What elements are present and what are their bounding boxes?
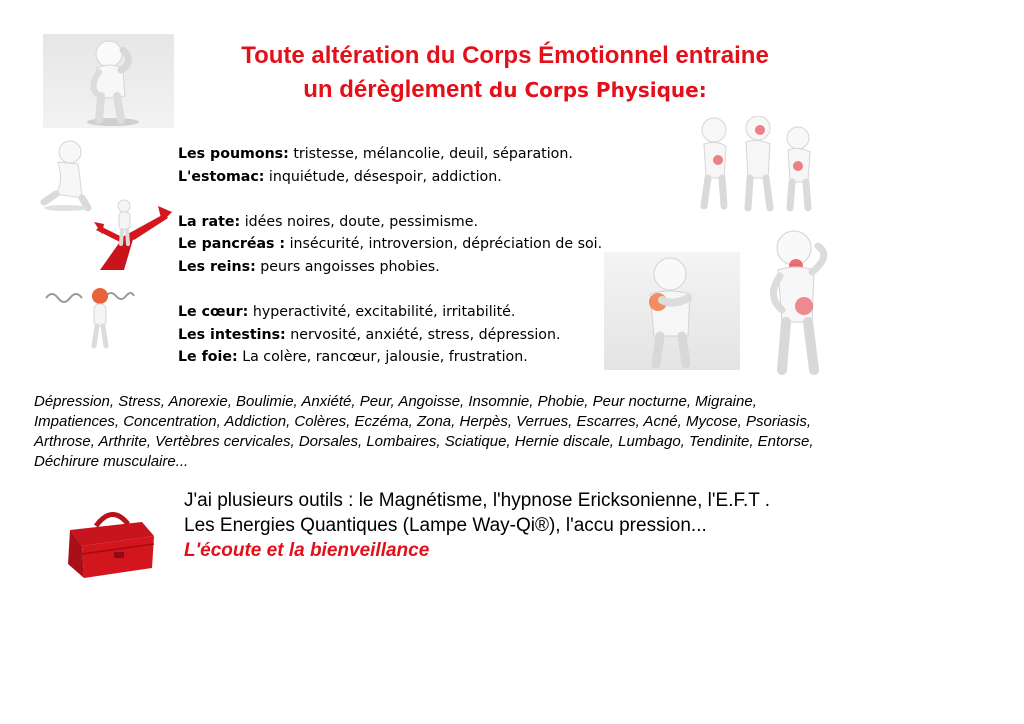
title-part-1: un dérèglement [303,76,482,103]
organ-emotions: La colère, rancœur, jalousie, frustration. [237,349,528,366]
organ-emotions: inquiétude, désespoir, addiction. [264,168,502,185]
ailments-paragraph: Dépression, Stress, Anorexie, Boulimie, Anxiété, Peur, Angoisse, Insomnie, Phobie, Peur nocturne, Migraine, Impatiences, Concentration, Addiction, Colères, Eczéma, Zona, Herpès, Verrues, Escarres, Acné, Mycose, Psoriasis, Arthrose, Arthrite, Vertèbres cervicales, Dorsales, Lombaires, Sciatique, Hernie discale, Lumbago, Tendinite, Entorse, Déchirure musculaire... [34,393,814,470]
organ-emotions: tristesse, mélancolie, deuil, séparation. [288,146,573,162]
figure-confused-image [44,282,136,354]
red-toolbox-image [62,496,158,580]
figure-neck-back-pain-image [752,226,842,376]
organ-emotions: insécurité, introversion, dépréciation de soi. [285,236,603,253]
figure-at-crossroads-image [94,196,174,272]
organ-emotions: nervosité, anxiété, stress, dépression. [285,326,561,343]
organ-item-rate [178,211,618,234]
three-figures-in-pain-image [694,116,818,212]
figure-head-in-hand-image [43,34,174,128]
organ-emotions: idées noires, doute, pessimisme. [240,213,478,230]
organ-item-foie [178,346,618,369]
organ-item-coeur [178,301,618,324]
organ-item-intestins [178,324,618,347]
organ-name: Le pancréas : [178,236,286,253]
title-part-2: du Corps Physique: [481,78,707,102]
tools-paragraph [184,488,804,563]
organ-name: Les reins: [178,258,256,275]
page-title-line-1: Toute altération du Corps Émotionnel entraine [241,42,769,69]
organ-item-reins [178,256,618,279]
figure-sitting-sad-image [34,132,96,212]
organ-name: Les intestins: [178,326,286,343]
organs-emotions-list [178,143,618,369]
closing-tagline: L'écoute et la bienveillance [184,540,430,561]
organ-item-estomac [178,166,618,189]
organ-emotions: hyperactivité, excitabilité, irritabilité. [248,304,516,321]
organ-name: Le cœur: [178,304,249,321]
tools-text: J'ai plusieurs outils : le Magnétisme, l'hypnose Ericksonienne, l'E.F.T . Les Energies Quantiques (Lampe Way-Qi®), l'accu pression... [184,490,771,536]
organ-item-poumons [178,143,618,166]
organ-emotions: peurs angoisses phobies. [255,258,440,275]
organ-name: L'estomac: [178,168,265,185]
organ-item-pancreas [178,233,618,256]
organ-name: Le foie: [178,349,238,366]
organ-name: Les poumons: [178,146,289,162]
figure-shoulder-pain-image [604,252,740,370]
organ-name: La rate: [178,213,241,230]
